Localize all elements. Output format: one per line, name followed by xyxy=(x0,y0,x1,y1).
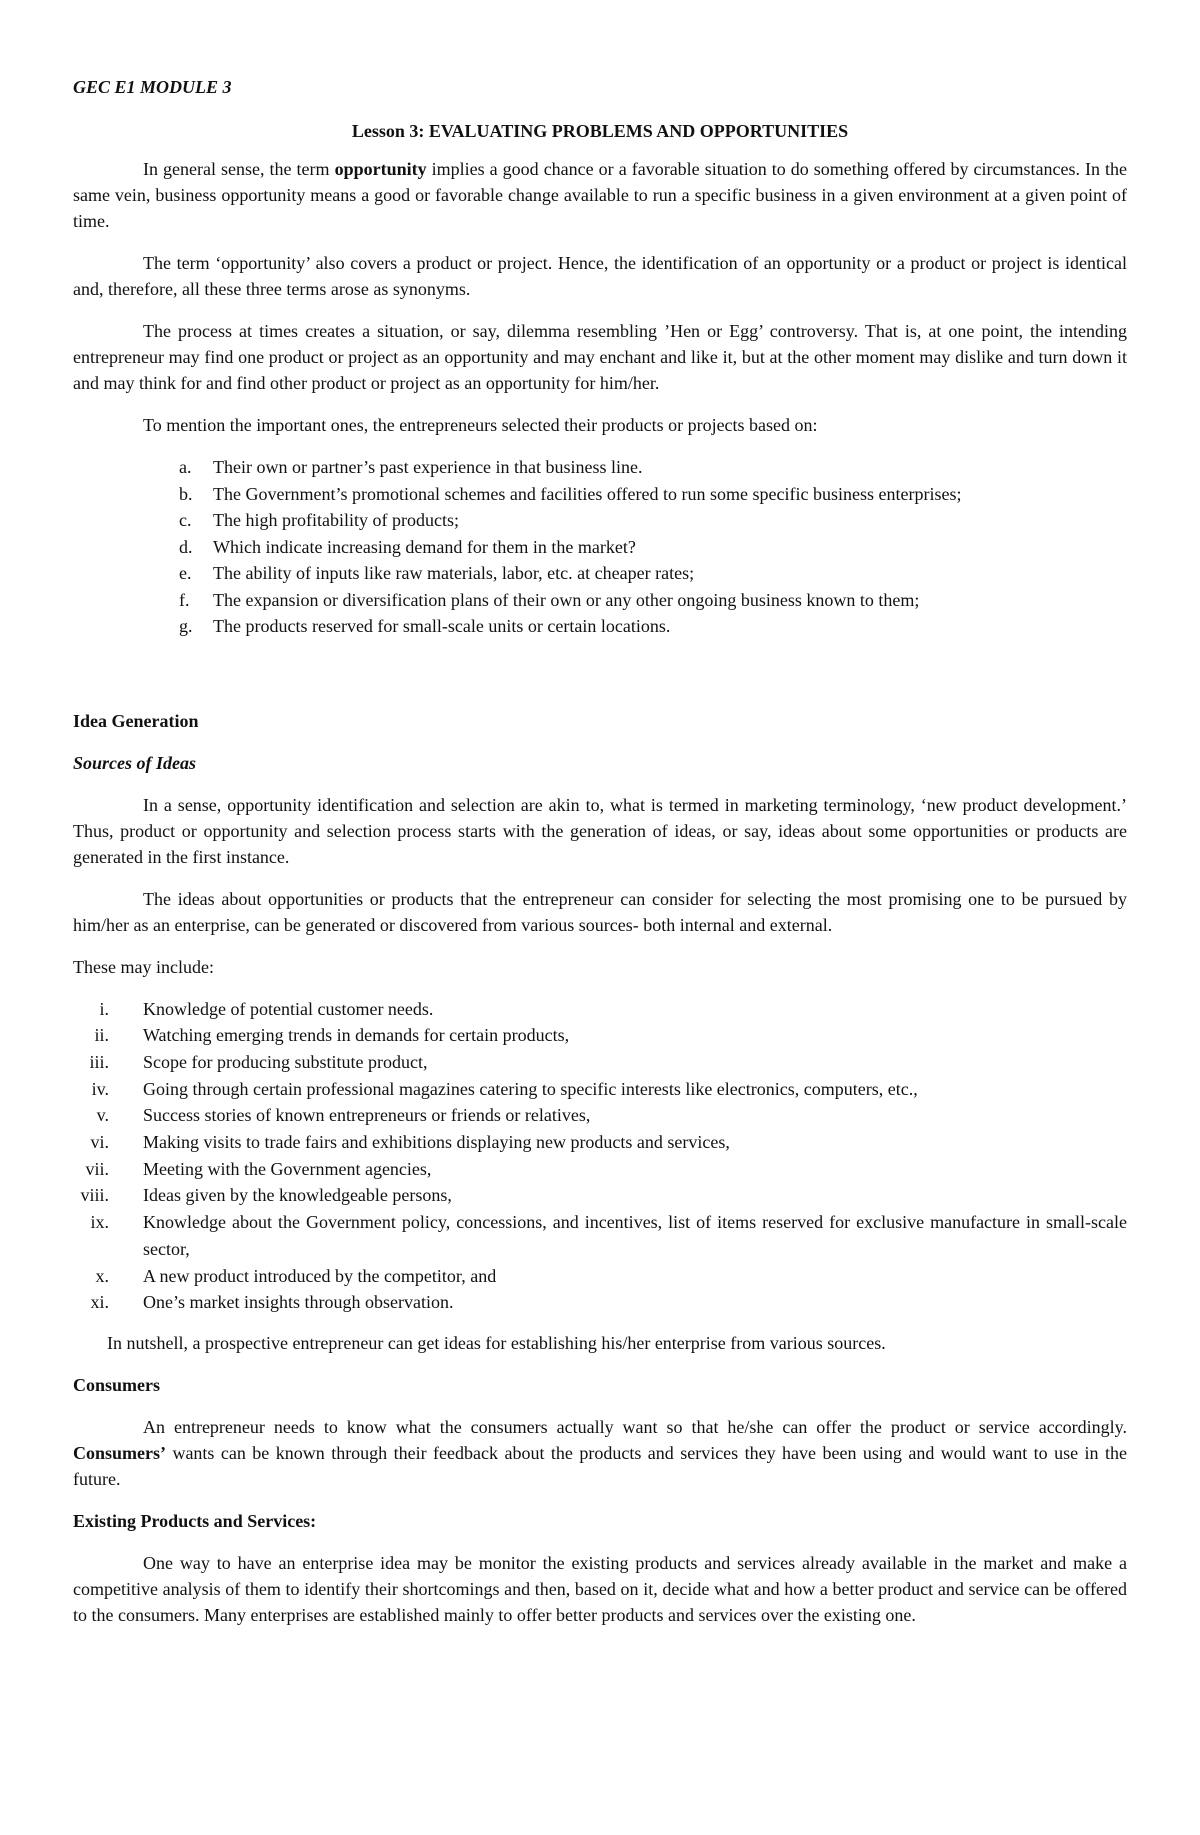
list-marker: ii. xyxy=(94,1025,109,1046)
sources-of-ideas-subheading: Sources of Ideas xyxy=(73,752,197,773)
module-header: GEC E1 MODULE 3 xyxy=(73,77,232,97)
intro-paragraph-2: The term ‘opportunity’ also covers a product or project. Hence, the identification of an opportunity or a product or project is identical and, therefore, all these three terms arose as synonyms. xyxy=(73,253,1127,299)
idea-source-item xyxy=(73,1209,1127,1262)
list-item-text: Knowledge of potential customer needs. xyxy=(143,998,434,1019)
idea-sources-list xyxy=(73,996,1127,1316)
list-item-text: Watching emerging trends in demands for certain products, xyxy=(143,1025,570,1046)
list-marker: c. xyxy=(179,510,192,530)
list-item-text: The ability of inputs like raw materials, labor, etc. at cheaper rates; xyxy=(213,563,695,583)
list-marker: iv. xyxy=(91,1078,109,1099)
list-marker: g. xyxy=(179,616,193,636)
list-item-text: A new product introduced by the competitor, and xyxy=(143,1265,497,1286)
selection-basis-item xyxy=(73,454,1127,481)
selection-basis-item xyxy=(73,613,1127,640)
idea-source-item xyxy=(73,1129,1127,1156)
list-marker: ix. xyxy=(90,1212,109,1233)
intro-paragraph-4: To mention the important ones, the entrepreneurs selected their products or projects based on: xyxy=(143,415,818,435)
list-item-text: One’s market insights through observation. xyxy=(143,1292,454,1313)
list-marker: f. xyxy=(179,589,190,610)
list-marker: e. xyxy=(179,563,192,583)
idea-generation-heading: Idea Generation xyxy=(73,710,199,731)
list-marker: viii. xyxy=(80,1185,109,1206)
list-item-text: Their own or partner’s past experience in that business line. xyxy=(213,457,643,477)
list-marker: b. xyxy=(179,483,193,504)
idea-paragraph-1: In a sense, opportunity identification and selection are akin to, what is termed in marketing terminology, ‘new product development.’ Thus, product or opportunity and selection process starts with the generation of ideas, or say, ideas about some opportunities or products are generated in the first instance. xyxy=(73,794,1127,867)
list-item-text: Meeting with the Government agencies, xyxy=(143,1158,432,1179)
list-marker: i. xyxy=(99,998,109,1019)
nutshell-paragraph: In nutshell, a prospective entrepreneur can get ideas for establishing his/her enterprise from various sources. xyxy=(107,1332,886,1353)
consumers-heading: Consumers xyxy=(73,1374,161,1395)
consumers-paragraph: An entrepreneur needs to know what the consumers actually want so that he/she can offer the product or service accordingly. Consumers’ wants can be known through their feedback about the products and services they have been using and would want to use in the future. xyxy=(73,1416,1127,1489)
idea-paragraph-2: The ideas about opportunities or products that the entrepreneur can consider for selecting the most promising one to be pursued by him/her as an enterprise, can be generated or discovered from various sources- both internal and external. xyxy=(73,888,1127,935)
list-item-text: Knowledge about the Government policy, concessions, and incentives, list of items reserved for exclusive manufacture in small-scale sector, xyxy=(143,1212,1127,1259)
list-item-text: The high profitability of products; xyxy=(213,510,459,530)
selection-basis-item xyxy=(73,481,1127,508)
idea-source-item xyxy=(73,1263,1127,1290)
idea-source-item xyxy=(73,1182,1127,1209)
list-marker: vii. xyxy=(85,1158,109,1179)
selection-basis-item xyxy=(73,587,1127,614)
list-item-text: The products reserved for small-scale units or certain locations. xyxy=(213,616,671,636)
idea-source-item xyxy=(73,1156,1127,1183)
idea-source-item xyxy=(73,1022,1127,1049)
existing-products-heading: Existing Products and Services: xyxy=(73,1510,317,1531)
idea-source-item xyxy=(73,1289,1127,1316)
list-item-text: Making visits to trade fairs and exhibitions displaying new products and services, xyxy=(143,1132,730,1153)
list-item-text: Which indicate increasing demand for them in the market? xyxy=(213,536,636,557)
list-marker: x. xyxy=(95,1265,109,1286)
selection-basis-item xyxy=(73,560,1127,587)
list-item-text: Ideas given by the knowledgeable persons, xyxy=(143,1185,452,1206)
list-item-text: The Government’s promotional schemes and facilities offered to run some specific business enterprises; xyxy=(213,483,962,504)
intro-paragraph-3: The process at times creates a situation, or say, dilemma resembling ’Hen or Egg’ controversy. That is, at one point, the intending entrepreneur may find one product or project as an opportunity and may enchant and like it, but at the other moment may dislike and turn down it and may think for and find other product or project as an opportunity for him/her. xyxy=(73,321,1127,393)
list-item-text: Going through certain professional magazines catering to specific interests like electronics, computers, etc., xyxy=(143,1078,918,1099)
idea-paragraph-3: These may include: xyxy=(73,956,214,977)
idea-source-item xyxy=(73,1076,1127,1103)
list-marker: v. xyxy=(96,1105,109,1126)
idea-source-item xyxy=(73,1049,1127,1076)
list-marker: a. xyxy=(179,457,192,477)
lesson-title: Lesson 3: EVALUATING PROBLEMS AND OPPORTUNITIES xyxy=(351,121,849,141)
selection-basis-item xyxy=(73,507,1127,534)
list-marker: iii. xyxy=(89,1051,109,1072)
list-marker: d. xyxy=(179,536,193,557)
intro-paragraph-1: In general sense, the term opportunity implies a good chance or a favorable situation to do something offered by circumstances. In the same vein, business opportunity means a good or favorable change available to run a specific business in a given environment at a given point of time. xyxy=(73,159,1127,231)
existing-products-paragraph: One way to have an enterprise idea may be monitor the existing products and services already available in the market and make a competitive analysis of them to identify their shortcomings and then, based on it, decide what and how a better product and service can be offered to the consumers. Many enterprises are established mainly to offer better products and services over the existing one. xyxy=(73,1552,1127,1625)
list-marker: xi. xyxy=(90,1292,109,1313)
list-item-text: Scope for producing substitute product, xyxy=(143,1051,428,1072)
idea-source-item xyxy=(73,1102,1127,1129)
list-marker: vi. xyxy=(90,1132,109,1153)
list-item-text: The expansion or diversification plans of their own or any other ongoing business known to them; xyxy=(213,589,920,610)
selection-bases-list xyxy=(73,454,1127,640)
list-item-text: Success stories of known entrepreneurs or friends or relatives, xyxy=(143,1105,591,1126)
idea-source-item xyxy=(73,996,1127,1023)
selection-basis-item xyxy=(73,534,1127,561)
